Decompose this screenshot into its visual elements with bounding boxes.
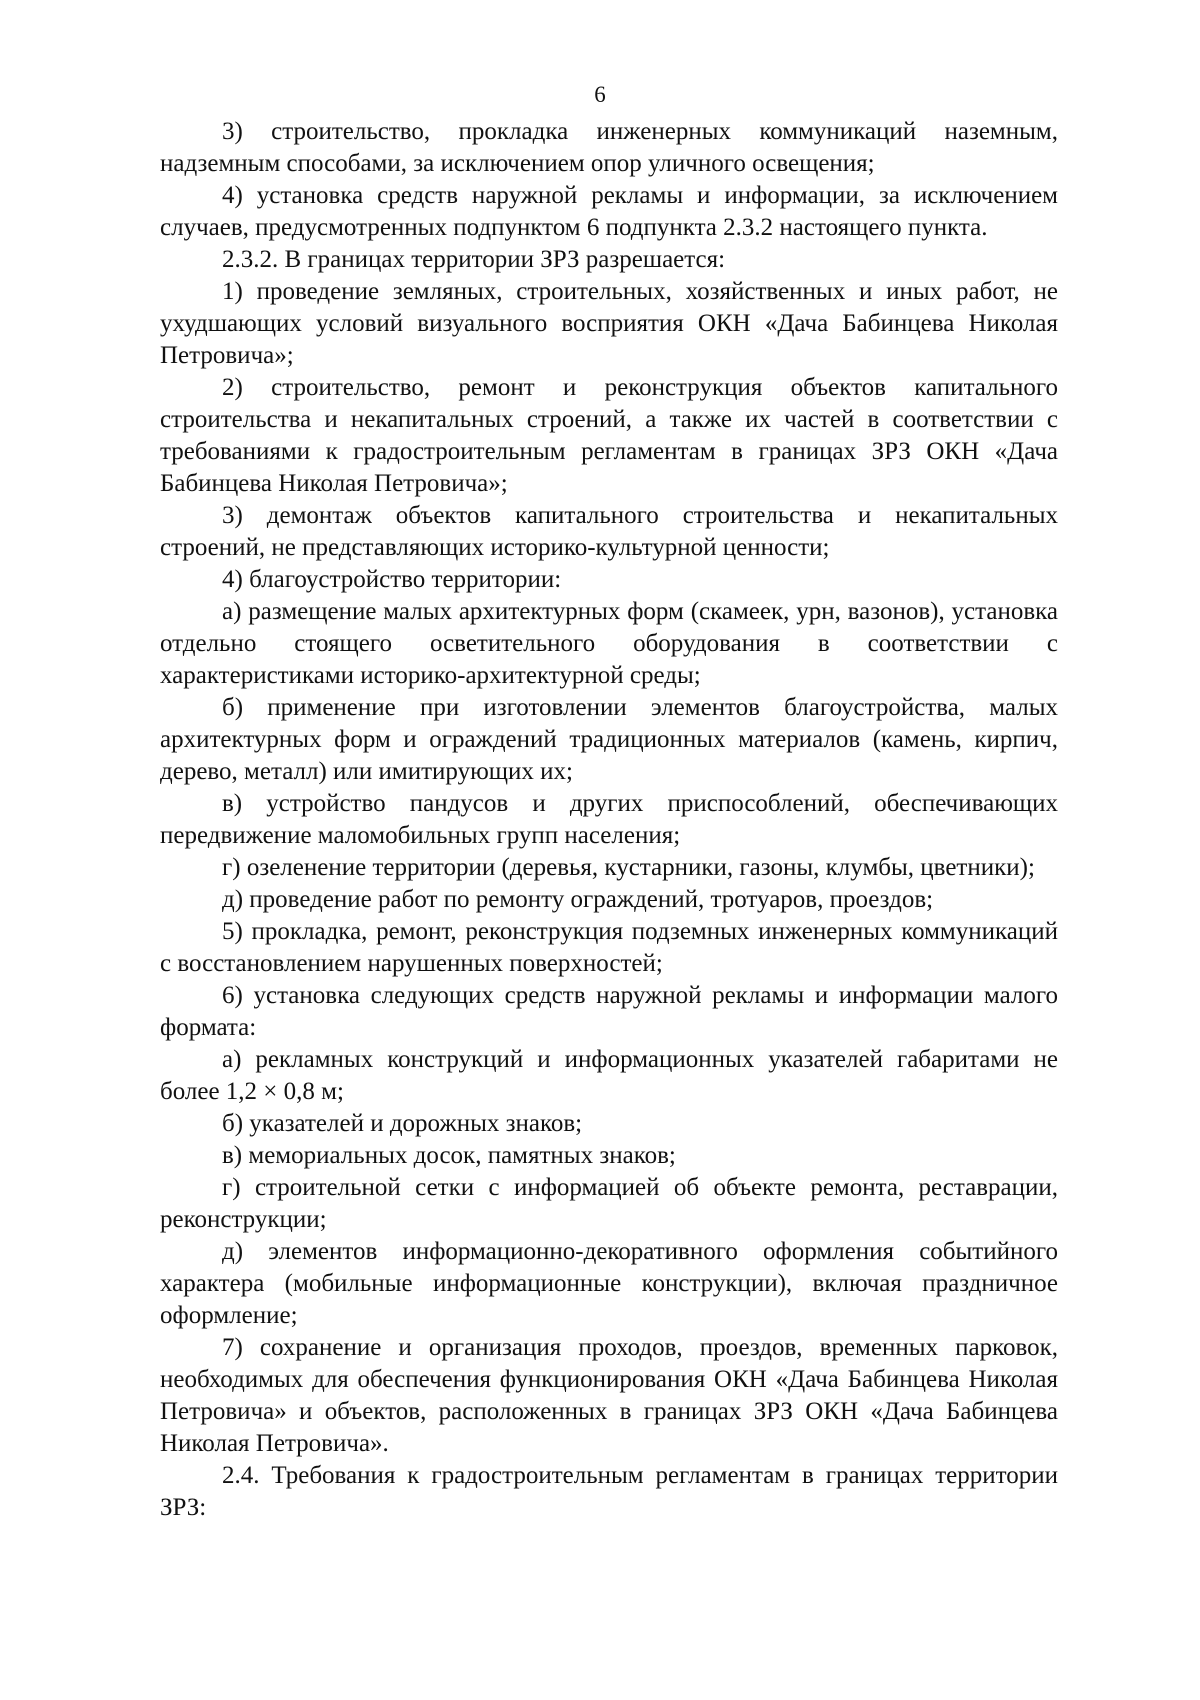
paragraph-advertising-d-mesh: г) строительной сетки с информацией об объекте ремонта, реставрации, реконструкции; xyxy=(160,1174,1058,1233)
paragraph-landscaping-d-greening: г) озеленение территории (деревья, кустарники, газоны, клумбы, цветники); xyxy=(222,854,1035,881)
paragraph-advertising-e-decorative: д) элементов информационно-декоративного оформления событийного характера (мобильные информационные конструкции), включая праздничное оформление; xyxy=(160,1238,1058,1329)
paragraph-landscaping-e-repair: д) проведение работ по ремонту ограждений, тротуаров, проездов; xyxy=(222,886,934,913)
paragraph-permitted-5-underground: 5) прокладка, ремонт, реконструкция подземных инженерных коммуникаций с восстановлением нарушенных поверхностей; xyxy=(160,918,1058,977)
paragraph-landscaping-c-ramps: в) устройство пандусов и других приспособлений, обеспечивающих передвижение маломобильных групп населения; xyxy=(160,790,1058,849)
paragraph-permitted-3-demolition: 3) демонтаж объектов капитального строительства и некапитальных строений, не представляющих историко-культурной ценности; xyxy=(160,502,1058,561)
paragraph-advertising-c-plaques: в) мемориальных досок, памятных знаков; xyxy=(222,1142,676,1169)
paragraph-item-3-construction-above-ground: 3) строительство, прокладка инженерных коммуникаций наземным, надземным способами, за исключением опор уличного освещения; xyxy=(160,118,1058,177)
document-body xyxy=(160,116,1058,1524)
paragraph-permitted-7-passages: 7) сохранение и организация проходов, проездов, временных парковок, необходимых для обеспечения функционирования ОКН «Дача Бабинцева Николая Петровича» и объектов, расположенных в границах ЗРЗ ОКН «Дача Бабинцева Николая Петровича». xyxy=(160,1334,1058,1457)
paragraph-advertising-a-structures: а) рекламных конструкций и информационных указателей габаритами не более 1,2 × 0,8 м; xyxy=(160,1046,1058,1105)
paragraph-permitted-2-construction: 2) строительство, ремонт и реконструкция объектов капитального строительства и некапитальных строений, а также их частей в соответствии с требованиями к градостроительным регламентам в границах ЗРЗ ОКН «Дача Бабинцева Николая Петровича»; xyxy=(160,374,1058,497)
paragraph-section-2-3-2-heading: 2.3.2. В границах территории ЗРЗ разрешается: xyxy=(222,246,726,273)
paragraph-section-2-4-heading: 2.4. Требования к градостроительным регламентам в границах территории ЗРЗ: xyxy=(160,1462,1058,1521)
paragraph-advertising-b-signs: б) указателей и дорожных знаков; xyxy=(222,1110,583,1137)
paragraph-permitted-4-landscaping: 4) благоустройство территории: xyxy=(222,566,562,593)
page-number: 6 xyxy=(594,82,606,107)
paragraph-item-4-advertising: 4) установка средств наружной рекламы и информации, за исключением случаев, предусмотренных подпунктом 6 подпункта 2.3.2 настоящего пункта. xyxy=(160,182,1058,241)
paragraph-permitted-6-small-advertising: 6) установка следующих средств наружной рекламы и информации малого формата: xyxy=(160,982,1058,1041)
paragraph-landscaping-a-small-forms: а) размещение малых архитектурных форм (скамеек, урн, вазонов), установка отдельно стоящего осветительного оборудования в соответствии с характеристиками историко-архитектурной среды; xyxy=(160,598,1058,689)
paragraph-landscaping-b-materials: б) применение при изготовлении элементов благоустройства, малых архитектурных форм и ограждений традиционных материалов (камень, кирпич, дерево, металл) или имитирующих их; xyxy=(160,694,1058,785)
paragraph-permitted-1-earthworks: 1) проведение земляных, строительных, хозяйственных и иных работ, не ухудшающих условий визуального восприятия ОКН «Дача Бабинцева Николая Петровича»; xyxy=(160,278,1058,369)
